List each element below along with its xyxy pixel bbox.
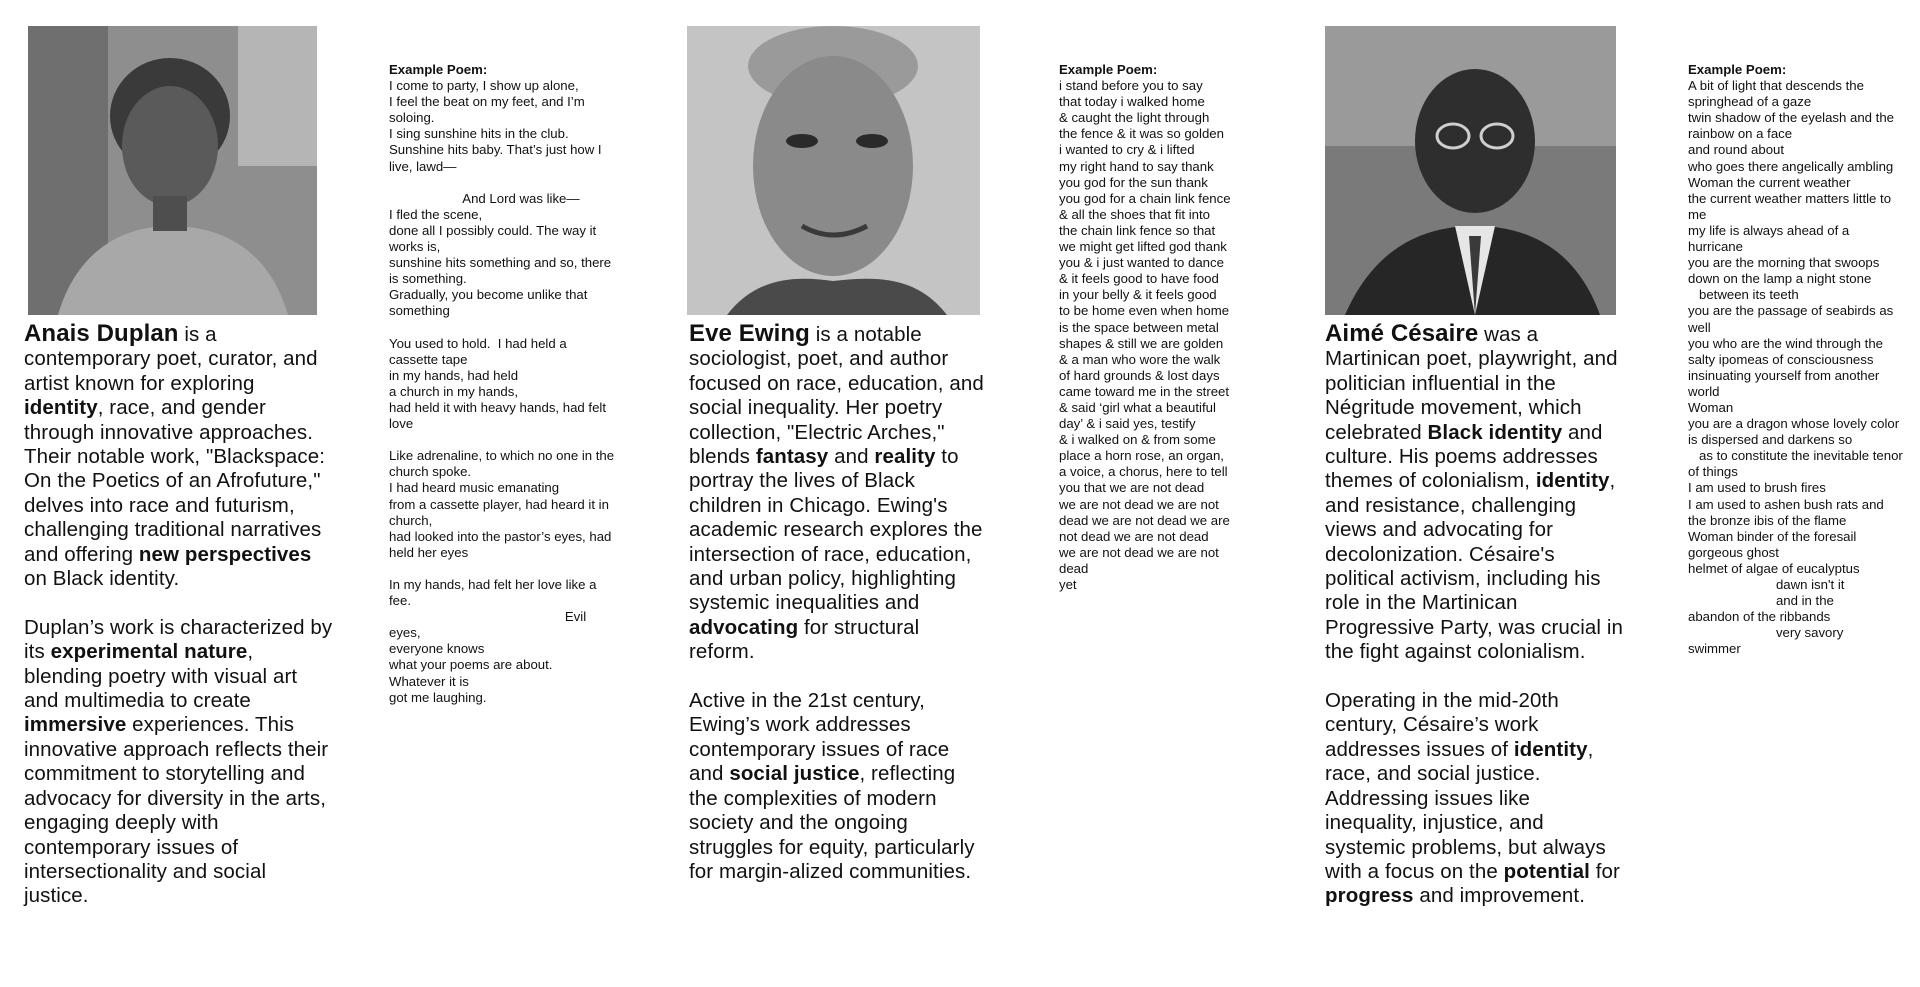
poet-name: Aimé Césaire: [1325, 320, 1479, 347]
poem-line: you & i just wanted to dance: [1059, 255, 1224, 271]
poem-line: & caught the light through: [1059, 110, 1210, 126]
poem-line: dead we are not dead we are: [1059, 512, 1230, 528]
poem-line: is the space between metal: [1059, 319, 1219, 335]
poem-line: had looked into the pastor’s eyes, had held her eyes: [389, 528, 616, 560]
poem-label: Example Poem:: [1688, 62, 1787, 77]
poem-line: in your belly & it feels good: [1059, 287, 1217, 303]
poem-line: my right hand to say thank: [1059, 158, 1214, 174]
poem-line: yet: [1059, 577, 1077, 592]
poem-line: of hard grounds & lost days: [1059, 367, 1220, 383]
bio-text: , reflecting the complexities of modern society and the ongoing struggles for equity, particularly for margin-alized communities.: [689, 762, 975, 883]
bio-paragraph: [1325, 322, 1627, 665]
bio-paragraph: [689, 322, 984, 665]
poem-line: you who are the wind through the salty ipomeas of consciousness: [1688, 335, 1887, 367]
poem-line: I come to party, I show up alone,: [389, 78, 579, 94]
emphasis-text: identity: [1535, 469, 1610, 493]
emphasis-text: social justice: [729, 762, 860, 786]
poem-line: the fence & it was so golden: [1059, 126, 1224, 142]
bio-text: , and resistance, challenging views and advocating for decolonization. Césaire's political activism, including his role in the Martinican Progressive Party, was crucial in the fight against colonialism.: [1325, 469, 1623, 664]
poem-line: & said ‘girl what a beautiful: [1059, 399, 1216, 415]
poem-line: In my hands, had felt her love like a fee.: [389, 577, 601, 609]
poem-line: to be home even when home: [1059, 303, 1230, 319]
bio-paragraph: [689, 689, 984, 884]
poem-line: came toward me in the street: [1059, 383, 1230, 399]
poem-line: & i walked on & from some: [1059, 432, 1216, 448]
poem-line: A bit of light that descends the springhead of a gaze: [1688, 78, 1868, 110]
poem-line: you are the morning that swoops down on the lamp a night stone: [1688, 255, 1884, 287]
poem-line: and round about: [1688, 142, 1785, 158]
poem-line: Whatever it is: [389, 673, 469, 689]
poem-line: in my hands, had held: [389, 367, 519, 383]
emphasis-text: identity: [1513, 737, 1588, 761]
poet-name: Eve Ewing: [689, 320, 810, 347]
poem-line: done all I possibly could. The way it works is,: [389, 222, 600, 255]
poem-line: I fled the scene,: [389, 206, 483, 222]
poem-line: gorgeous ghost: [1688, 544, 1779, 560]
poem-line: what your poems are about.: [389, 657, 553, 673]
poem-line: very savory: [1688, 625, 1844, 641]
bio-text: Duplan’s work is characterized by its: [24, 615, 333, 664]
emphasis-text: Black identity: [1427, 420, 1563, 444]
emphasis-text: advocating: [689, 615, 799, 639]
bio-text: for: [1589, 859, 1620, 883]
bio-paragraph: [24, 616, 334, 909]
poem-line: And Lord was like—: [389, 190, 580, 206]
poem-line: day’ & i said yes, testify: [1059, 416, 1196, 432]
portrait-image: [1325, 26, 1616, 315]
poem-line: shapes & still we are golden: [1059, 335, 1224, 351]
bio-eve-ewing: [689, 322, 984, 909]
portrait-image: [28, 26, 317, 315]
bio-text: and: [828, 445, 875, 469]
poem-line: you god for the sun thank: [1059, 174, 1208, 190]
stanza-break: [389, 320, 615, 336]
bio-text: , race, and gender through innovative approaches. Their notable work, "Blackspace: On the Poetics of an Afrofuture," delves into race and futurism, challenging traditional narratives and offering: [24, 396, 326, 566]
emphasis-text: potential: [1503, 859, 1590, 883]
poem-line: a voice, a chorus, here to tell: [1059, 464, 1228, 480]
poem-line: as to constitute the inevitable tenor of things: [1688, 448, 1907, 480]
poem-label: Example Poem:: [389, 62, 488, 77]
photo-eve-ewing: [687, 26, 980, 315]
poem-line: you are the passage of seabirds as well: [1688, 303, 1897, 335]
poem-line: sunshine hits something and so, there is something.: [389, 255, 615, 287]
poem-aime-cesaire: [1688, 62, 1907, 657]
poem-line: you that we are not dead: [1059, 480, 1205, 496]
emphasis-text: fantasy: [755, 445, 829, 469]
portrait-image: [687, 26, 980, 315]
poem-line: & it feels good to have food: [1059, 271, 1219, 287]
poem-line: & a man who wore the walk: [1059, 351, 1221, 367]
bio-paragraph: [1325, 689, 1627, 909]
bio-paragraph: [24, 322, 334, 591]
poem-line: I am used to ashen bush rats and the bronze ibis of the flame: [1688, 496, 1888, 528]
emphasis-text: new perspectives: [138, 542, 312, 566]
emphasis-text: identity: [24, 396, 98, 420]
poem-line: not dead we are not dead: [1059, 528, 1209, 544]
poem-line: Woman binder of the foresail: [1688, 528, 1857, 544]
bio-aime-cesaire: [1325, 322, 1627, 933]
poem-line: I sing sunshine hits in the club. Sunshine hits baby. That’s just how I live, lawd—: [389, 126, 606, 174]
stanza-break: [389, 175, 615, 191]
poem-line: you are a dragon whose lovely color is dispersed and darkens so: [1688, 416, 1903, 448]
poem-line: and in the: [1688, 593, 1834, 609]
poet-name: Anais Duplan: [24, 320, 179, 347]
bio-text: to portray the lives of Black children in Chicago. Ewing's academic research explores the intersection of race, education, and urban policy, highlighting systemic inequalities and: [689, 445, 983, 615]
bio-anais-duplan: [24, 322, 334, 933]
poem-line: dead: [1059, 560, 1089, 576]
poem-line: had held it with heavy hands, had felt love: [389, 399, 610, 432]
poem-line: you god for a chain link fence: [1059, 190, 1231, 206]
poem-line: everyone knows: [389, 641, 485, 657]
poem-line: I feel the beat on my feet, and I’m soloing.: [389, 94, 589, 126]
bio-text: Operating in the mid-20th century, Césaire’s work addresses issues of: [1325, 689, 1559, 761]
poem-line: abandon of the ribbands: [1688, 609, 1831, 625]
poem-line: between its teeth: [1688, 287, 1799, 303]
bio-text: experiences. This innovative approach reflects their commitment to storytelling and advocacy for diversity in the arts, engaging deeply with contemporary issues of intersectionality and social justice.: [24, 713, 329, 908]
bio-text: for structural reform.: [689, 615, 920, 664]
poem-line: my life is always ahead of a hurricane: [1688, 222, 1853, 255]
poem-eve-ewing: [1059, 62, 1259, 593]
poem-line: I am used to brush fires: [1688, 480, 1826, 496]
emphasis-text: reality: [874, 445, 936, 469]
photo-anais-duplan: [28, 26, 317, 315]
poem-anais-duplan: [389, 62, 618, 706]
poem-line: got me laughing.: [389, 689, 487, 705]
photo-aime-cesaire: [1325, 26, 1616, 315]
poem-label: Example Poem:: [1059, 62, 1158, 77]
poem-line: we are not dead we are not: [1059, 496, 1219, 512]
bio-text: is a contemporary poet, curator, and artist known for exploring: [24, 323, 318, 395]
bio-text: on Black identity.: [24, 567, 180, 591]
bio-text: Active in the 21st century, Ewing’s work addresses contemporary issues of race and: [689, 689, 950, 786]
poem-line: Gradually, you become unlike that something: [389, 287, 592, 319]
emphasis-text: progress: [1325, 884, 1414, 908]
poem-line: Evil eyes,: [389, 609, 590, 641]
bio-text: is a notable sociologist, poet, and author focused on race, education, and social inequality. Her poetry collection, "Electric Arches," blends: [689, 323, 984, 469]
poem-line: I had heard music emanating: [389, 480, 560, 496]
poem-line: twin shadow of the eyelash and the rainbow on a face: [1688, 110, 1898, 142]
poem-line: that today i walked home: [1059, 94, 1205, 110]
poem-line: Woman: [1688, 399, 1734, 415]
poem-line: You used to hold. I had held a cassette tape: [389, 335, 571, 367]
bio-text: , blending poetry with visual art and multimedia to create: [24, 640, 298, 713]
stanza-break: [389, 432, 615, 448]
poem-line: i wanted to cry & i lifted: [1059, 142, 1195, 158]
emphasis-text: experimental nature: [50, 640, 248, 664]
poem-line: helmet of algae of eucalyptus: [1688, 560, 1860, 576]
poem-line: the chain link fence so that: [1059, 222, 1216, 238]
poem-line: place a horn rose, an organ,: [1059, 448, 1224, 464]
bio-text: , race, and social justice. Addressing issues like inequality, injustice, and systemic problems, but always with a focus on the: [1325, 737, 1606, 883]
poem-line: & all the shoes that fit into: [1059, 206, 1211, 222]
poem-line: Woman the current weather: [1688, 174, 1851, 190]
poem-line: insinuating yourself from another world: [1688, 367, 1883, 399]
emphasis-text: immersive: [24, 713, 127, 737]
poem-line: swimmer: [1688, 641, 1741, 657]
bio-text: and culture. His poems addresses themes of colonialism,: [1325, 420, 1603, 493]
poem-line: dawn isn't it: [1688, 577, 1845, 592]
poem-line: a church in my hands,: [389, 383, 519, 399]
poem-line: we are not dead we are not: [1059, 544, 1219, 560]
poem-line: who goes there angelically ambling: [1688, 158, 1894, 174]
poem-line: Like adrenaline, to which no one in the church spoke.: [389, 448, 618, 480]
bio-text: and improvement.: [1413, 884, 1586, 908]
poem-line: from a cassette player, had heard it in church,: [389, 496, 613, 528]
bio-text: was a Martinican poet, playwright, and politician influential in the Négritude movement, which celebrated: [1325, 323, 1618, 444]
stanza-break: [389, 561, 615, 577]
poem-line: we might get lifted god thank: [1059, 239, 1227, 255]
poem-line: the current weather matters little to me: [1688, 190, 1895, 222]
poem-line: i stand before you to say: [1059, 78, 1203, 94]
